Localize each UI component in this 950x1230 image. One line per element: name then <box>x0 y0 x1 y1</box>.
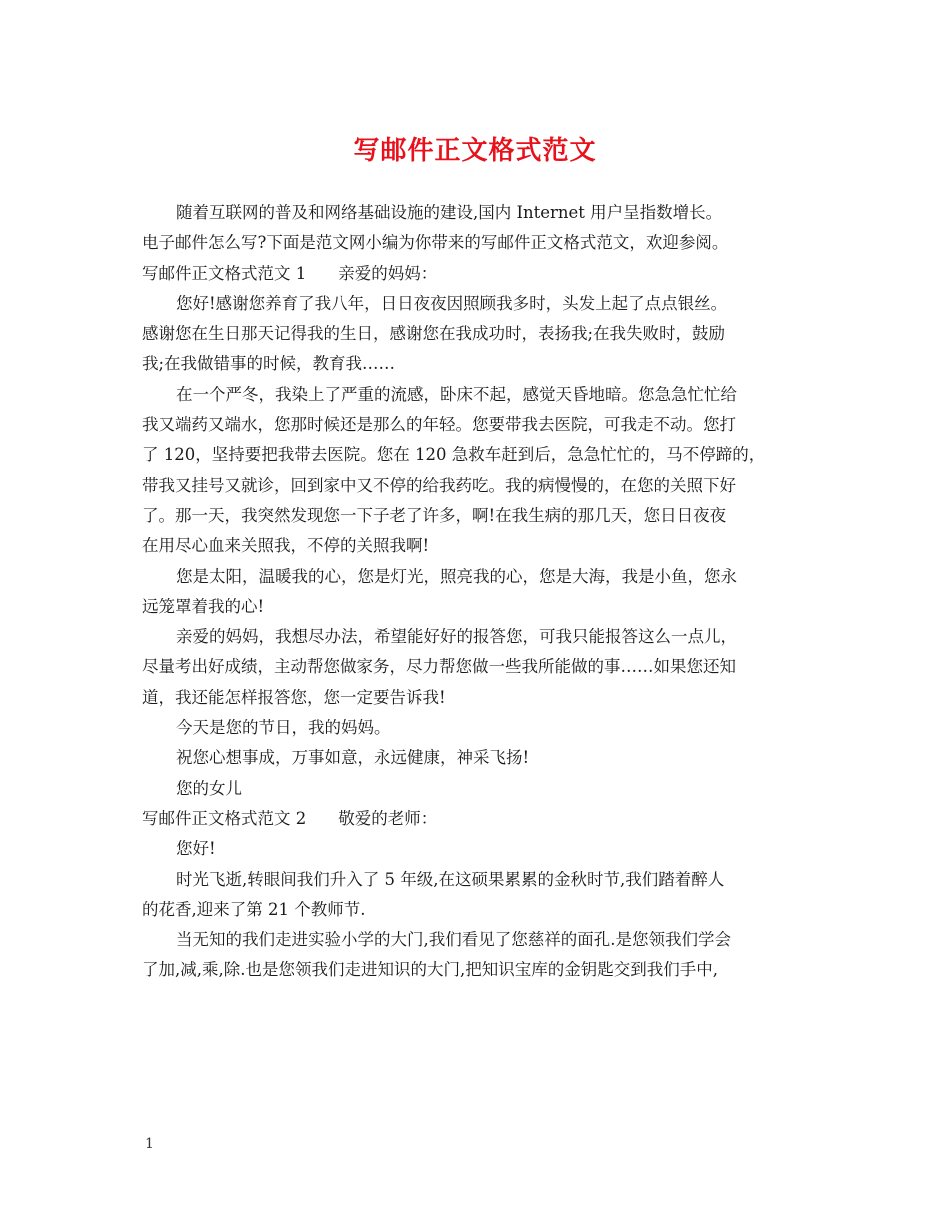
paragraph-line: 电子邮件怎么写?下面是范文网小编为你带来的写邮件正文格式范文，欢迎参阅。 <box>142 233 729 253</box>
paragraph-line: 随着互联网的普及和网络基础设施的建设,国内 Internet 用户呈指数增长。 <box>176 203 723 222</box>
section-heading: 写邮件正文格式范文 2 <box>142 808 307 828</box>
section-heading-line <box>142 259 814 289</box>
signature-line: 您的女儿 <box>176 778 242 798</box>
paragraph-line: 时光飞逝,转眼间我们升入了 5 年级,在这硕果累累的金秋时节,我们踏着醉人 <box>176 869 725 889</box>
paragraph-line: 您好! <box>176 839 216 859</box>
paragraph-line: 亲爱的妈妈，我想尽办法，希望能好好的报答您，可我只能报答这么一点儿， <box>176 627 737 647</box>
paragraph-line: 在一个严冬，我染上了严重的流感，卧床不起，感觉天昏地暗。您急急忙忙给 <box>176 384 737 404</box>
paragraph-line: 我;在我做错事的时候，教育我…… <box>142 354 396 374</box>
paragraph-line: 感谢您在生日那天记得我的生日，感谢您在我成功时，表扬我;在我失败时，鼓励 <box>142 324 726 344</box>
paragraph-line: 尽量考出好成绩，主动帮您做家务，尽力帮您做一些我所能做的事……如果您还知 <box>142 657 736 677</box>
paragraph-line: 了 120，坚持要把我带去医院。您在 120 急救车赶到后，急急忙忙的，马不停蹄的， <box>142 445 766 465</box>
paragraph-line: 带我又挂号又就诊，回到家中又不停的给我药吃。我的病慢慢的，在您的关照下好 <box>142 475 736 495</box>
paragraph-line: 远笼罩着我的心! <box>142 596 265 616</box>
paragraph-line: 道，我还能怎样报答您，您一定要告诉我! <box>142 687 446 707</box>
paragraph-line: 您是太阳，温暖我的心，您是灯光，照亮我的心，您是大海，我是小鱼，您永 <box>176 566 737 586</box>
page-number: 1 <box>145 1136 154 1152</box>
paragraph-line: 的花香,迎来了第 21 个教师节. <box>142 899 366 919</box>
paragraph-line: 了加,减,乘,除.也是您领我们走进知识的大门,把知识宝库的金钥匙交到我们手中, <box>142 960 718 980</box>
salutation: 亲爱的妈妈： <box>338 263 438 283</box>
paragraph-line: 在用尽心血来关照我，不停的关照我啊! <box>142 536 430 556</box>
paragraph-line: 今天是您的节日，我的妈妈。 <box>176 718 391 738</box>
paragraph-line: 我又端药又端水，您那时候还是那么的年轻。您要带我去医院，可我走不动。您打 <box>142 415 736 435</box>
section-heading-line <box>142 804 814 834</box>
paragraph-line: 了。那一天，我突然发现您一下子老了许多，啊!在我生病的那几天，您日日夜夜 <box>142 505 727 525</box>
paragraph-line: 您好!感谢您养育了我八年，日日夜夜因照顾我多时，头发上起了点点银丝。 <box>176 293 728 313</box>
document-title: 写邮件正文格式范文 <box>353 136 597 166</box>
salutation: 敬爱的老师： <box>338 808 438 828</box>
section-heading: 写邮件正文格式范文 1 <box>142 263 307 283</box>
paragraph-line: 当无知的我们走进实验小学的大门,我们看见了您慈祥的面孔.是您领我们学会 <box>176 930 731 950</box>
document-body <box>142 198 814 986</box>
paragraph-line: 祝您心想事成，万事如意，永远健康，神采飞扬! <box>176 748 530 768</box>
